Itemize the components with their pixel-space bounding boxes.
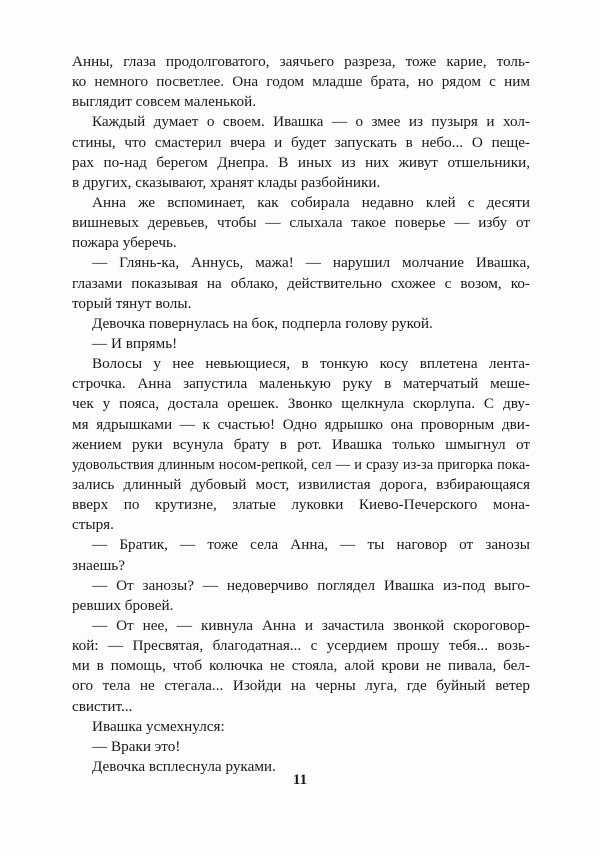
text-line: Волосы у нее невьющиеся, в тонкую косу вплетена лента- [92, 355, 530, 373]
body-text [72, 52, 530, 777]
text-line: чек у пояса, достала орешек. Звонко щелкнула скорлупа. С дву- [72, 395, 530, 413]
text-line: Анны, глаза продолговатого, заячьего разреза, тоже карие, толь- [72, 53, 530, 70]
text-line: глазами показывая на облако, действительно схожее с возом, ко- [72, 274, 530, 292]
text-line: ого тела не стегала... Изойди на черны луга, где буйный ветер [72, 677, 530, 695]
text-line: знаешь? [72, 556, 125, 574]
text-line: стыря. [72, 516, 114, 534]
text-line: ми в помощь, чтоб колючка не стояла, алой крови не пивала, бел- [72, 657, 530, 675]
text-line: торый тянут волы. [72, 294, 192, 312]
text-line: зались длинный дубовый мост, извилистая дорога, взбирающаяся [72, 475, 530, 493]
text-line: Ивашка усмехнулся: [92, 717, 225, 735]
text-line: Девочка повернулась на бок, подперла голову рукой. [92, 314, 433, 332]
text-line: — Братик, — тоже села Анна, — ты наговор от занозы [92, 536, 530, 554]
text-line: — От нее, — кивнула Анна и зачастила звонкой скороговор- [92, 616, 530, 634]
text-line: — Глянь-ка, Аннусь, мажа! — нарушил молчание Ивашка, [92, 254, 530, 272]
text-line: рах по-над берегом Днепра. В иных из них живут отшельники, [72, 153, 530, 171]
text-line: Анна же вспоминает, как собирала недавно клей с десяти [92, 193, 530, 211]
text-line: — От занозы? — недоверчиво поглядел Ивашка из-под выго- [92, 576, 530, 594]
text-line: ревших бровей. [72, 596, 174, 614]
text-line: ко немного посветлее. Она годом младше брата, но рядом с ним [72, 73, 530, 91]
text-line: в других, сказывают, хранят клады разбойники. [72, 173, 381, 191]
text-line: строчка. Анна запустила маленькую руку в матерчатый меше- [72, 375, 530, 393]
text-line: Девочка всплеснула руками. [92, 757, 276, 775]
text-line: кой: — Пресвятая, благодатная... с усердием прошу тебя... возь- [72, 637, 530, 655]
text-line: мя ядрышками — к счастью! Одно ядрышко она проворным дви- [72, 415, 530, 433]
text-line: свистит... [72, 697, 133, 715]
text-line: пожара уберечь. [72, 234, 177, 252]
text-line: выглядит совсем маленькой. [72, 93, 257, 111]
text-line: вишневых деревьев, чтобы — слыхала такое поверье — избу от [72, 214, 530, 232]
text-line: удовольствия длинным носом-репкой, сел — и сразу из-за пригорка пока- [72, 456, 530, 473]
text-line: стины, что смастерил вчера и будет запускать в небо... О пеще- [72, 133, 530, 151]
text-line: — И впрямь! [92, 334, 178, 352]
text-line: жением руки всунула брату в рот. Ивашка только шмыгнул от [72, 435, 530, 453]
text-line: вверх по крутизне, златые луковки Киево-Печерского мона- [72, 496, 530, 514]
page-number: 11 [292, 772, 308, 788]
text-line: Каждый думает о своем. Ивашка — о змее из пузыря и хол- [92, 113, 530, 131]
text-line: — Враки это! [92, 737, 181, 755]
